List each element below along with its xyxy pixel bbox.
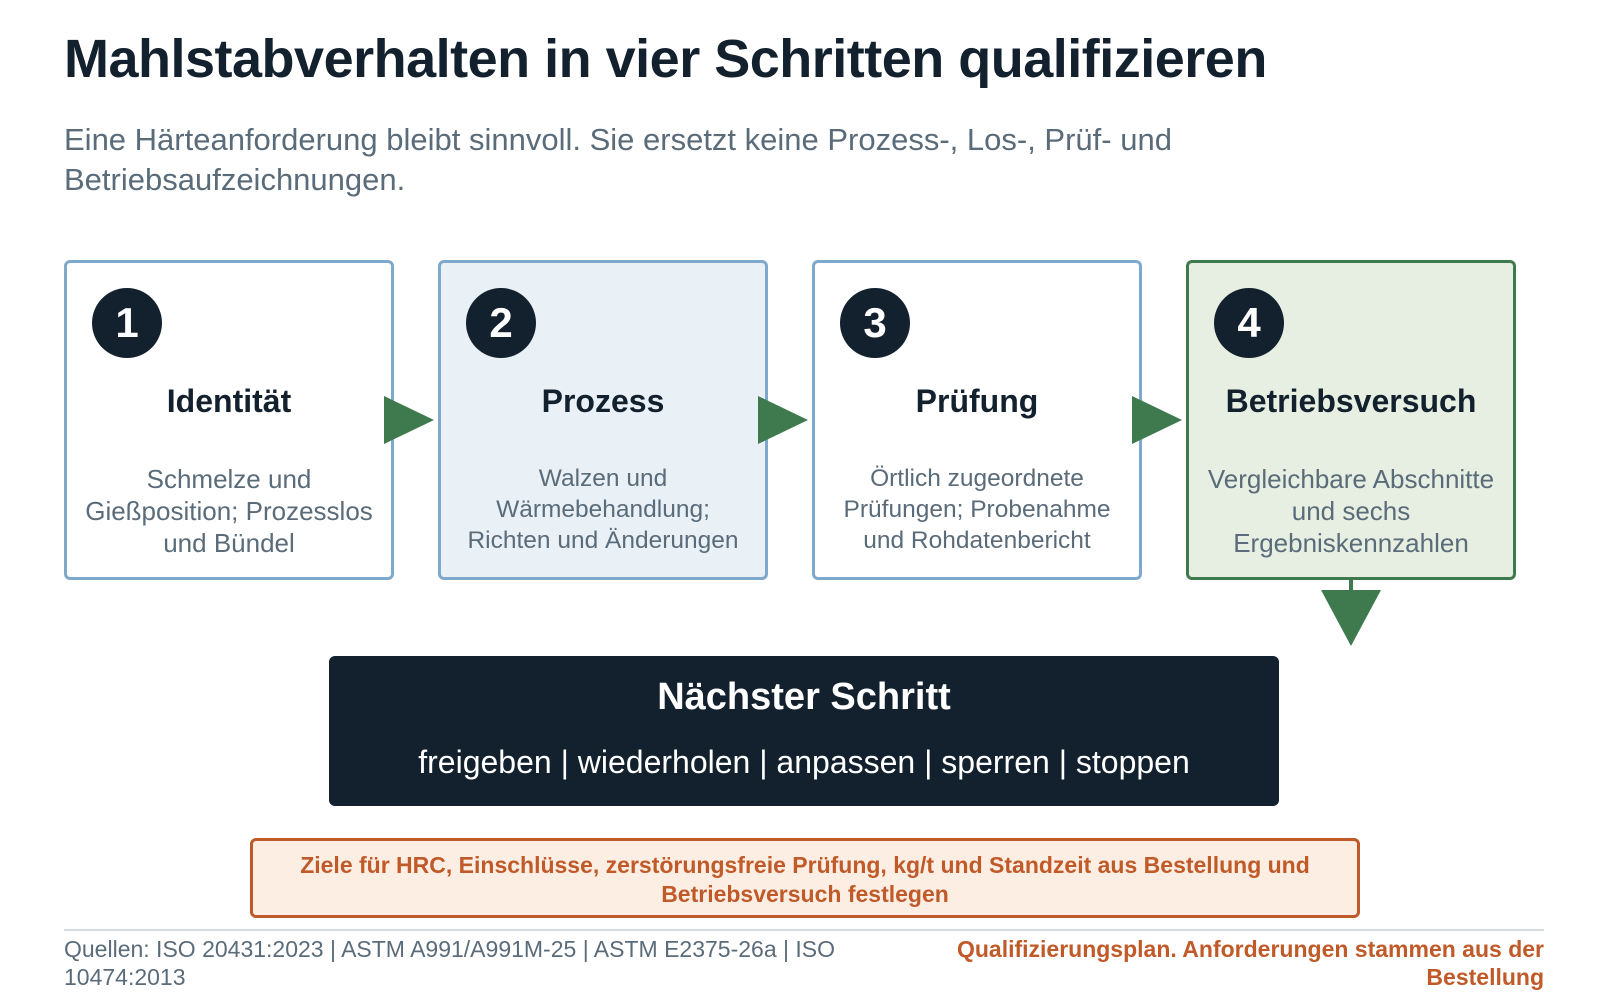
next-step-box (329, 656, 1279, 806)
next-step-options: freigeben | wiederholen | anpassen | sperren | stoppen (418, 744, 1190, 780)
flow-arrow-right-icon (758, 393, 810, 447)
step-number-badge: 2 (466, 288, 536, 358)
step-number-badge: 3 (840, 288, 910, 358)
step-title: Prozess (541, 383, 665, 419)
step-card-identitaet (64, 260, 394, 580)
step-description: Schmelze und Gießposition; Prozesslos und Bündel (85, 464, 373, 558)
step-card-pruefung (812, 260, 1142, 580)
flow-arrow-right-icon (1132, 393, 1184, 447)
flow-arrow-down-icon (1320, 580, 1382, 648)
step-title: Betriebsversuch (1225, 383, 1477, 419)
next-step-title: Nächster Schritt (657, 676, 951, 718)
step-number-badge: 4 (1214, 288, 1284, 358)
step-card-betriebsversuch (1186, 260, 1516, 580)
step-description: Örtlich zugeordnete Prüfungen; Probenahme und Rohdatenbericht (843, 465, 1111, 554)
step-title: Prüfung (915, 383, 1039, 419)
footer-note: Qualifizierungsplan. Anforderungen stammen aus der Bestellung (956, 936, 1544, 990)
step-number-badge: 1 (92, 288, 162, 358)
flow-arrow-right-icon (384, 393, 436, 447)
footer-sources: Quellen: ISO 20431:2023 | ASTM A991/A991M-25 | ASTM E2375-26a | ISO 10474:2013 (64, 936, 835, 990)
step-description: Vergleichbare Abschnitte und sechs Ergebniskennzahlen (1207, 464, 1495, 558)
page-title: Mahlstabverhalten in vier Schritten qualifizieren (64, 29, 1267, 89)
step-card-prozess (438, 260, 768, 580)
target-note: Ziele für HRC, Einschlüsse, zerstörungsfreie Prüfung, kg/t und Standzeit aus Bestellung und Betriebsversuch festlegen (250, 838, 1360, 918)
step-title: Identität (166, 383, 292, 419)
footer-divider (64, 929, 1544, 931)
step-description: Walzen und Wärmebehandlung; Richten und Änderungen (467, 465, 739, 554)
page-subtitle: Eine Härteanforderung bleibt sinnvoll. Sie ersetzt keine Prozess-, Los-, Prüf- und Betriebsaufzeichnungen. (64, 122, 1172, 197)
